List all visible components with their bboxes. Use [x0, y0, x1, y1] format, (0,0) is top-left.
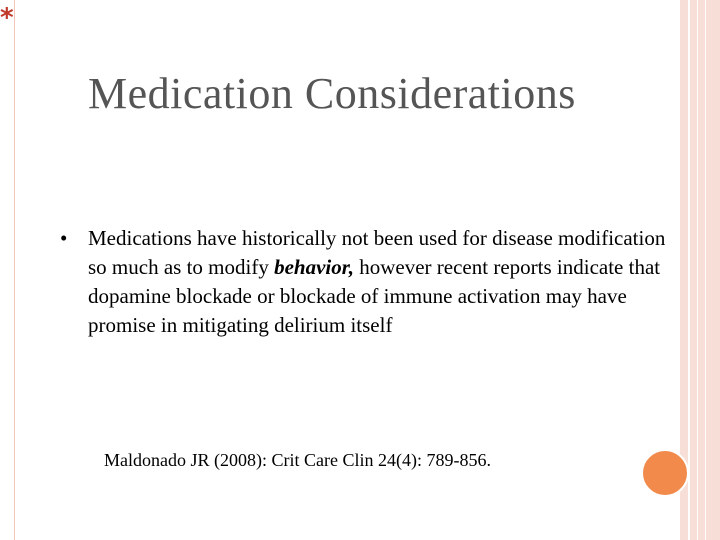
- bullet-icon: •: [60, 226, 68, 250]
- orange-circle-icon: [641, 449, 689, 497]
- asterisk-icon: *: [0, 3, 14, 33]
- citation: Maldonado JR (2008): Crit Care Clin 24(4): 789-856.: [104, 450, 491, 470]
- bullet-text-part: Medications have historically not been used for disease modification so much as to modify: [88, 226, 666, 279]
- rail-line: [688, 0, 690, 540]
- rail-line: [697, 0, 698, 540]
- decorative-left-line: [14, 0, 15, 540]
- bullet-text-emphasis: behavior,: [274, 255, 354, 279]
- bullet-text-part: however recent reports indicate that dopamine blockade or blockade of immune activation may have promise in mitigating delirium itself: [88, 255, 661, 337]
- bullet-list: [60, 224, 670, 340]
- decorative-right-rail: [680, 0, 720, 540]
- rail-line: [705, 0, 706, 540]
- bullet-item: [60, 224, 670, 340]
- slide-title: Medication Considerations: [88, 69, 576, 118]
- bullet-text: [88, 224, 670, 340]
